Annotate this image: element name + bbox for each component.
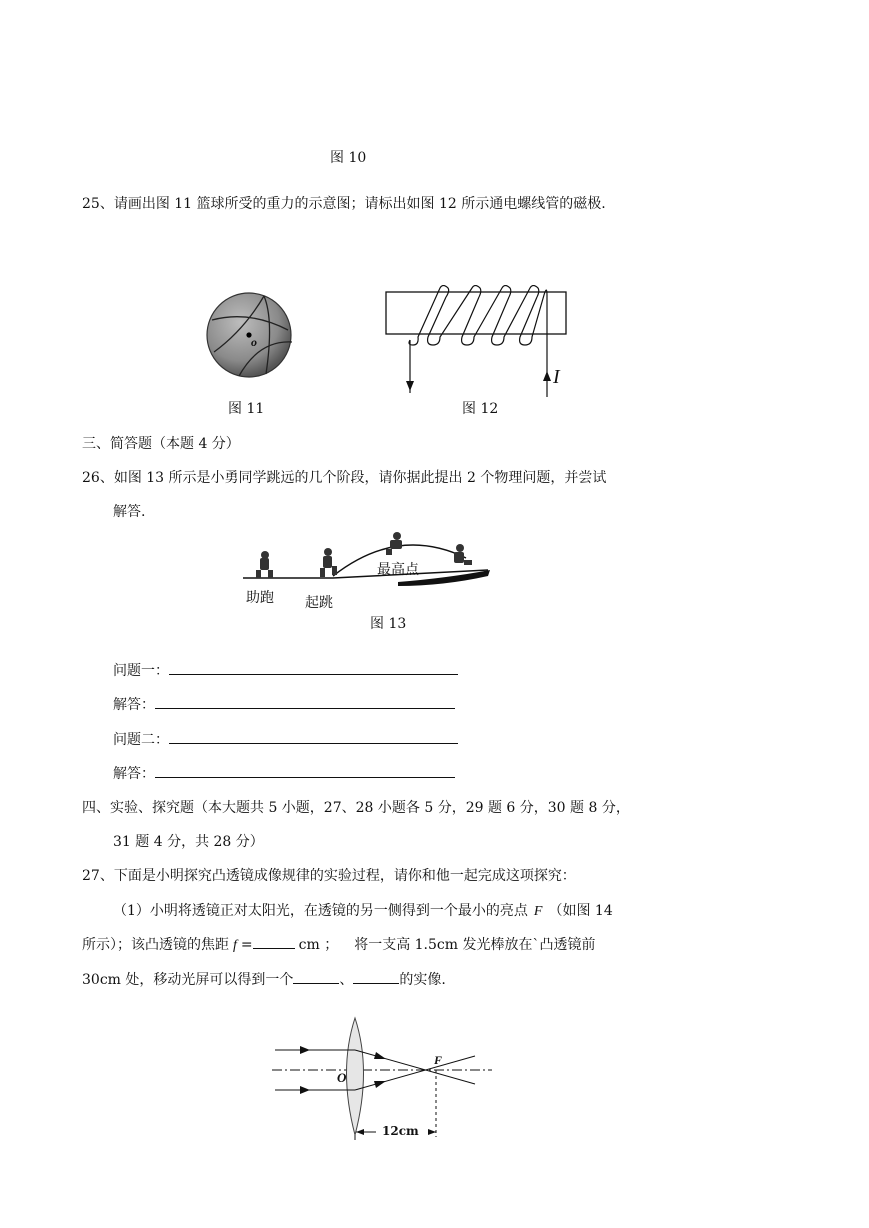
answer-two-blank[interactable] <box>155 763 455 778</box>
label-highest-point: 最高点 <box>377 562 419 578</box>
fig13-caption: 图 13 <box>370 616 407 632</box>
image-property-blank-2[interactable] <box>353 969 399 984</box>
label-takeoff: 起跳 <box>305 595 333 611</box>
question-27-part1-line2 <box>82 934 595 954</box>
solenoid-figure <box>380 285 575 397</box>
question-27-part1-line3 <box>82 969 446 989</box>
q27-p3-text-b: cm 处，移动光屏可以得到一个 <box>99 972 294 988</box>
image-property-blank-1[interactable] <box>293 969 339 984</box>
q27-p2-text-a: 所示）；该凸透镜的焦距 <box>82 937 229 953</box>
current-label: I <box>553 366 560 388</box>
basketball-figure <box>204 290 294 380</box>
question-two-label: 问题二： <box>113 732 169 748</box>
q27-separator: 、 <box>339 972 354 988</box>
q27-equals: = <box>240 937 253 953</box>
question-26-line2: 解答. <box>113 504 146 520</box>
q27-focus-symbol: F <box>533 904 543 919</box>
q27-unit: cm ； <box>298 937 339 953</box>
q27-focal-symbol: f <box>233 938 237 953</box>
optical-center-label: O <box>337 1070 347 1085</box>
focus-label: F <box>434 1053 443 1067</box>
focal-distance-label: 12cm <box>382 1124 419 1138</box>
answer-one-row <box>113 694 455 714</box>
section-4-line1: 四、实验、探究题（本大题共 5 小题，27、28 小题各 5 分，29 题 6 分，30 题 8 分， <box>82 800 630 816</box>
question-one-blank[interactable] <box>169 660 458 675</box>
q27-distance: 30 <box>82 972 100 988</box>
fig12-caption: 图 12 <box>462 401 499 417</box>
section-4-line2: 31 题 4 分，共 28 分） <box>113 834 264 850</box>
answer-one-label: 解答： <box>113 697 155 713</box>
fig10-caption: 图 10 <box>330 150 367 166</box>
fig11-caption: 图 11 <box>228 401 265 417</box>
question-26-line1: 26、如图 13 所示是小勇同学跳远的几个阶段，请你据此提出 2 个物理问题，并尝试 <box>82 470 607 486</box>
question-two-row <box>113 729 458 749</box>
q27-p3-text-c: 的实像. <box>399 972 446 988</box>
question-two-blank[interactable] <box>169 729 458 744</box>
label-run-up: 助跑 <box>246 590 274 606</box>
question-one-label: 问题一： <box>113 663 169 679</box>
question-one-row <box>113 660 458 680</box>
focal-length-blank[interactable] <box>253 934 295 949</box>
q27-p1-text-a: （1）小明将透镜正对太阳光，在透镜的另一侧得到一个最小的亮点 <box>113 903 528 919</box>
answer-one-blank[interactable] <box>155 694 455 709</box>
answer-two-label: 解答： <box>113 766 155 782</box>
section-3-title: 三、简答题（本题 4 分） <box>82 436 240 452</box>
answer-two-row <box>113 763 455 783</box>
q27-p1-text-b: （如图 14 <box>548 903 613 919</box>
q27-p2-text-b: 将一支高 1.5cm 发光棒放在`凸透镜前 <box>354 937 596 953</box>
long-jump-figure <box>238 530 493 610</box>
question-25: 25、请画出图 11 篮球所受的重力的示意图；请标出如图 12 所示通电螺线管的磁极. <box>82 196 606 212</box>
ball-center-label: o <box>251 335 257 349</box>
question-27-part1-line1 <box>113 900 613 920</box>
question-27-intro: 27、下面是小明探究凸透镜成像规律的实验过程，请你和他一起完成这项探究： <box>82 868 576 884</box>
